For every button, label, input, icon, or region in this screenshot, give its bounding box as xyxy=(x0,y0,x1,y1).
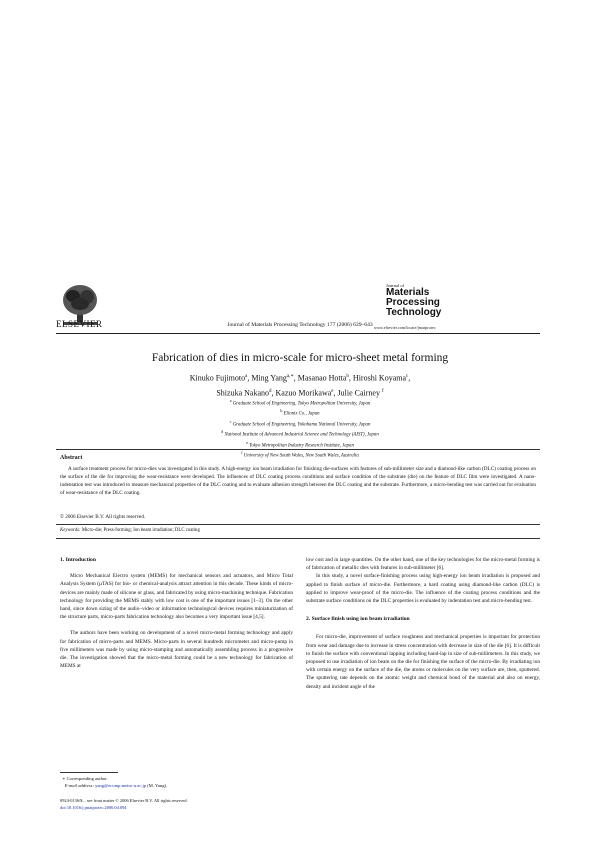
author-name: Kazuo Morikawa xyxy=(275,388,332,398)
imprint xyxy=(60,797,188,811)
affiliation-text: Tokyo Metropolitan Industry Research Institute, Japan xyxy=(249,443,354,449)
author-name: Shizuka Nakano xyxy=(216,388,270,398)
affiliation-mark: a xyxy=(229,398,232,403)
author-name: Ming Yang xyxy=(251,373,287,383)
section-heading: 2. Surface finish using ion beam irradiation xyxy=(306,616,410,623)
author-name: Julie Cairney xyxy=(337,388,380,398)
author-name: Kinuko Fujimoto xyxy=(189,373,246,383)
footnote xyxy=(60,775,293,789)
affiliation-list xyxy=(110,398,490,460)
affiliation-text: Elionix Co., Japan xyxy=(283,411,320,417)
affiliation-item xyxy=(110,398,490,408)
corresponding-author: Corresponding author. xyxy=(66,776,108,781)
author-affiliation-mark[interactable]: a,∗ xyxy=(286,374,294,379)
affiliation-item xyxy=(110,419,490,429)
journal-citation: Journal of Materials Processing Technology 177 (2006) 639–643 xyxy=(227,322,373,328)
author-name: Masanao Hotta xyxy=(297,373,347,383)
journal-logo-line: Technology xyxy=(386,307,442,318)
affiliation-text: University of New South Wales, New South Wales, Australia xyxy=(243,453,359,459)
affiliation-item xyxy=(110,408,490,418)
affiliation-mark: b xyxy=(280,408,283,414)
author-affiliation-mark[interactable]: c xyxy=(406,374,409,379)
paragraph: For micro-die, improvement of surface roughness and mechanical properties is important for protection from wear and damage due to increase in stress concentration with decrease in size of the die [6]. It is difficult to finish the surface with conventional lapping including hand-lap in size of sub-millimeters. In this study, we proposed to use irradiation of ion beam on the die for finishing the surface of the micro-die. By irradiating ion with certain energy on the surface of the die, the atoms or molecules on the very surface are, then, sputtered. The sputtering rate depends on the atomic weight and chemical bond of the material and also on energy, density and incident angle of the xyxy=(306,634,540,690)
left-column xyxy=(60,556,293,670)
affiliation-text: National Institute of Advanced Industrial Science and Technology (AIST), Japan xyxy=(224,432,379,438)
right-column xyxy=(306,556,540,691)
journal-logo-line: Materials xyxy=(386,287,430,298)
affiliation-mark: c xyxy=(229,418,232,424)
paragraph: Micro Mechanical Electro system (MEMS) for mechanical sensors and actuators, and Micro Total Analysis System (µTAS) for bio- or chemical-analysis attract attention in this decade. These kinds of micro-devices are mainly made of silicone or glass, and fabricated by using micro-machining technique. Fabrication technology for providing the MEMS stably with low cost is one of the important issues [1–3]. On the other hand, since down sizing of the audio–video or information technological devices requires miniaturization of the structure parts, micro-parts fabrication technology also becomes a very important issue [4,5]. xyxy=(60,573,293,621)
abstract-top-divider xyxy=(56,449,540,450)
email-owner: (M. Yang). xyxy=(147,783,168,788)
journal-logo-prefix: Journal of xyxy=(386,283,405,288)
footnote-divider xyxy=(60,772,118,773)
author-list: Kinuko Fujimoto$^a$, Ming Yang$^{a,∗}$, Masanao Hotta$^b$, Hiroshi Koyama$^c$, Shizuka Nakano$^d$, Kazuo Morikawa$^e$, Julie Cairney $^f$ xyxy=(189,373,411,398)
abstract-heading: Abstract xyxy=(60,455,83,461)
footnote-line xyxy=(60,782,293,789)
journal-logo-line: Processing xyxy=(386,297,440,308)
footnote-mark: ∗ xyxy=(62,776,66,781)
abstract-text: A surface treatment process for micro-dies was investigated in this study. A high-energy ion beam irradiation for finishing die-surfaces with features of sub-millimeter size and a diamond-like carbon (DLC) coating process on the surface of the die for improving the wear-resistance were developed. The influences of DLC coating process conditions and surface condition of the substrate (die) on the feature of DLC film were investigated. A nano-indentation test was introduced to measure mechanical properties of the DLC coating and to evaluate adhesion strength between the DLC coating and the substrate. Furthermore, a micro-bending test was carried out for evaluation of wear-resistance of the DLC coating. xyxy=(60,466,536,496)
abstract-copyright: © 2006 Elsevier B.V. All rights reserved. xyxy=(60,514,146,520)
doi-link[interactable]: doi:10.1016/j.jmatprotec.2006.04.094 xyxy=(60,805,127,810)
author-affiliation-mark[interactable]: d xyxy=(269,388,272,394)
email-link[interactable]: yang@ecomp.metro-u.ac.jp xyxy=(95,783,147,788)
paragraph: The authors have been working on development of a novel micro-metal forming technology and apply for fabrication of micro-parts and MEMS. Micro-parts in several hundreds micrometer and micro-pump in five millimeters was made by using micro-stamping and automatically assembling process in a progressive die. The investigation showed that the micro-metal forming could be a new technology for fabrication of MEMS at xyxy=(60,630,293,670)
paper-title: Fabrication of dies in micro-scale for micro-sheet metal forming xyxy=(151,352,449,364)
journal-url[interactable]: www.elsevier.com/locate/jmatprotec xyxy=(374,325,436,330)
publisher-name: ELSEVIER xyxy=(56,319,103,329)
journal-logo xyxy=(386,283,450,318)
keywords xyxy=(60,528,200,533)
keywords-bottom-divider xyxy=(56,538,540,539)
footnote-line xyxy=(60,775,293,782)
affiliation-item xyxy=(110,429,490,439)
paragraph: In this study, a novel surface-finishing process using high-energy ion beam irradiation is proposed and applied to finish surface of micro-die. Furthermore, a hard coating using diamond-like carbon (DLC) is applied to improve wear-proof of the micro-die. The influence of the coating process conditions and the substrate surface conditions on the DLC properties is evaluated by indentation test and micro-bending test. xyxy=(306,573,540,605)
affiliation-text: Graduate School of Engineering, Yokohama National University, Japan xyxy=(232,422,371,428)
header-divider xyxy=(56,333,540,334)
author-name: Hiroshi Koyama xyxy=(352,373,407,383)
affiliation-item xyxy=(110,450,490,460)
author-affiliation-mark[interactable]: b xyxy=(346,374,349,379)
author-affiliation-mark[interactable]: a xyxy=(245,374,248,379)
keywords-text: Micro-die; Press-forming; Ion beam irradiation; DLC coating xyxy=(81,528,200,533)
affiliation-mark: f xyxy=(241,449,243,455)
section-heading: 1. Introduction xyxy=(60,557,96,563)
paragraph: low cost and in large quantities. On the other hand, one of the key technologies for the micro-metal forming is of fabrication of metallic dies with features in sub-millimeter [6]. xyxy=(306,557,540,572)
keywords-label: Keywords: xyxy=(60,528,81,533)
abstract-body xyxy=(60,466,536,498)
imprint-line: 0924-0136/$ – see front matter © 2006 Elsevier B.V. All rights reserved. xyxy=(60,798,188,803)
keywords-top-divider xyxy=(56,524,540,525)
affiliation-text: Graduate School of Engineering, Tokyo Metropolitan University, Japan xyxy=(232,401,371,407)
email-label: E-mail address: xyxy=(64,783,94,788)
author-affiliation-mark[interactable]: f xyxy=(381,388,384,394)
author-affiliation-mark[interactable]: e xyxy=(331,388,334,394)
affiliation-mark: d xyxy=(221,429,224,435)
affiliation-mark: e xyxy=(246,439,248,445)
